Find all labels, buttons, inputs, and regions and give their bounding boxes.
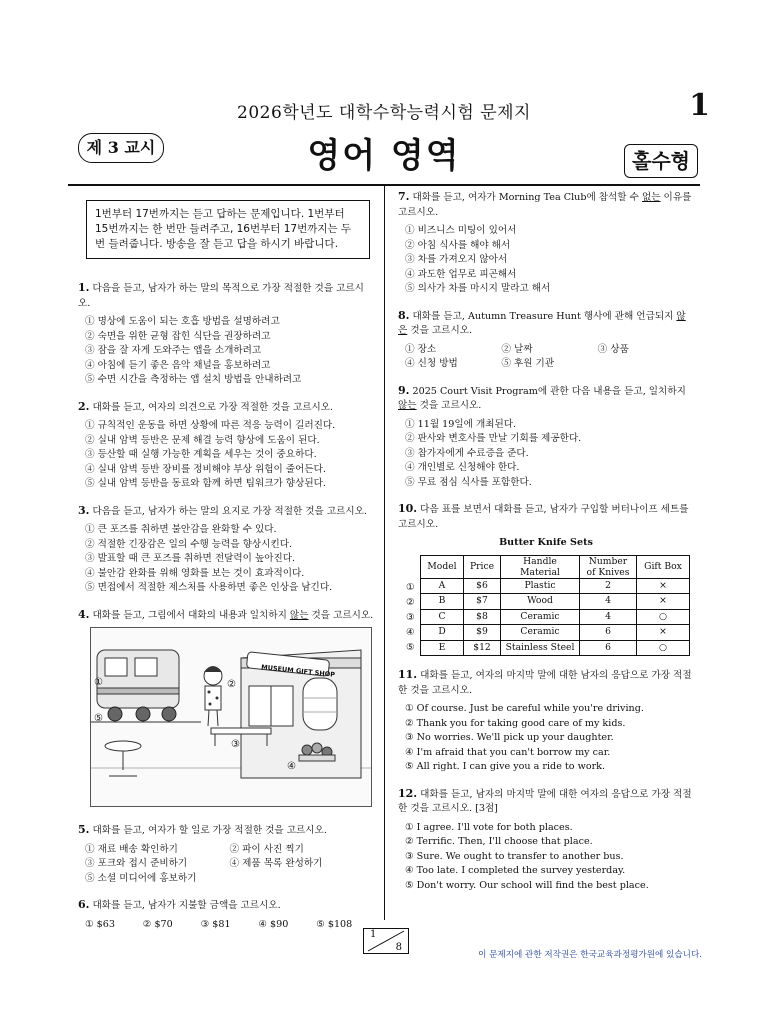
period-badge: 제 3 교시 [78,133,164,163]
option[interactable]: ④ 아침에 듣기 좋은 음악 채널을 홍보하려고 [85,359,271,371]
table-cell: Wood [501,594,580,610]
question-2 [78,400,374,492]
page-number: 1 [689,88,710,123]
stem-text: 2025 Court Visit Program에 관한 다음 내용을 듣고, 일치하지 [412,385,686,397]
question-4 [78,608,374,808]
column-divider [384,186,385,920]
option[interactable]: ⑤ 실내 암벽 등반을 동료와 함께 하면 팀워크가 향상된다. [85,478,326,489]
option[interactable]: ⑤ All right. I can give you a ride to work. [405,761,606,772]
stem-text: 다음 표를 보면서 대화를 듣고, 남자가 구입할 버터나이프 세트를 고르시오. [398,504,689,530]
stem-underline: 않는 [289,609,309,621]
table-cell: $8 [464,609,501,625]
option[interactable]: ① 장소 [405,343,437,355]
option[interactable]: ⑤ Don't worry. Our school will find the best place. [405,879,649,891]
table-cell: B [421,594,464,610]
right-column [398,190,694,905]
option[interactable]: ② 숙면을 위한 균형 잡힌 식단을 권장하려고 [85,330,271,342]
option[interactable]: ④ I'm afraid that you can't borrow my car. [405,746,611,758]
scene-label: ④ [287,761,296,772]
stem-text: 이유를 고르시오. [398,192,692,218]
question-stem [78,281,374,311]
question-10 [398,502,694,656]
option[interactable]: ① 명상에 도움이 되는 호흡 방법을 설명하려고 [85,316,280,327]
stem-text: 다음을 듣고, 남자가 하는 말의 요지로 가장 적절한 것을 고르시오. [92,505,367,517]
stem-underline: 않은 [398,310,686,336]
scene-label: ⑤ [94,713,103,724]
gift-shop-illustration [90,627,372,807]
option[interactable]: ③ 등산할 때 실행 가능한 계획을 세우는 것이 중요하다. [85,449,317,460]
table-cell: 6 [580,625,637,641]
question-3 [78,504,374,596]
option-row [398,357,694,372]
stem-text: 대화를 듣고, 그림에서 대화의 내용과 일치하지 [92,609,290,621]
option[interactable]: ⑤ 면접에서 적절한 제스처를 사용하면 좋은 인상을 남긴다. [85,582,333,593]
table-cell: $12 [464,640,501,656]
question-number: 11. [398,668,418,681]
question-number: 7. [398,190,410,203]
option[interactable]: ⑤ 소셜 미디어에 홍보하기 [85,872,197,884]
page-indicator [363,928,409,954]
option[interactable]: ① 규칙적인 운동을 하면 상황에 따른 적응 능력이 길러진다. [85,420,336,431]
row-mark: ② [406,596,415,608]
question-number: 4. [78,607,90,621]
table-cell: ○ [637,609,690,625]
page-total: 8 [395,942,402,953]
option[interactable]: ④ 개인별로 신청해야 한다. [405,462,520,473]
question-stem [78,400,374,416]
table-cell: E [421,640,464,656]
option[interactable]: ① 11월 19일에 개최된다. [405,418,517,430]
option[interactable]: ③ 참가자에게 수료증을 준다. [405,447,529,459]
option[interactable]: ④ 불안감 완화를 위해 영화를 보는 것이 효과적이다. [85,567,305,579]
option[interactable]: ② 파이 사진 찍기 [229,843,304,855]
subject-title: 영어 영역 [307,136,461,176]
table-cell: 2 [580,578,637,594]
question-stem [78,823,374,839]
question-12 [398,787,694,894]
question-stem [78,898,374,914]
question-number: 8. [398,308,410,322]
question-stem [78,608,374,624]
option[interactable]: ③ Sure. We ought to transfer to another bus. [405,850,624,862]
left-column [78,190,377,944]
question-number: 10. [398,502,418,515]
option[interactable]: ③ 발표할 때 큰 포즈를 취하면 전달력이 높아진다. [85,553,296,564]
option[interactable]: ① 큰 포즈를 취하면 불안감을 완화할 수 있다. [85,524,277,535]
option[interactable]: ⑤ $108 [316,918,353,930]
table-body [421,578,690,656]
stem-text: 것을 고르시오. [308,609,374,621]
column-header: Price [464,555,501,578]
question-number: 6. [78,898,90,911]
table-cell: A [421,578,464,594]
stem-text: 대화를 듣고, Autumn Treasure Hunt 행사에 관해 언급되지 [412,310,677,322]
question-number: 5. [78,823,90,836]
table-cell: 6 [580,640,637,656]
question-stem [398,190,694,220]
option[interactable]: ② 적절한 긴장감은 일의 수행 능력을 향상시킨다. [85,538,293,550]
listening-notice: 1번부터 17번까지는 듣고 답하는 문제입니다. 1번부터 15번까지는 한 번만 들려주고, 16번부터 17번까지는 두 번 들려줍니다. 방송을 잘 듣고 답을 하시기 바랍니다. [86,200,370,259]
column-header: Handle Material [501,555,580,578]
table-cell: × [637,578,690,594]
option[interactable]: ④ $90 [258,918,289,930]
stem-text: 대화를 듣고, 여자의 마지막 말에 대한 남자의 응답으로 가장 적절한 것을 고르시오. [398,670,692,696]
table-row[interactable] [421,578,690,594]
table-cell: Ceramic [501,609,580,625]
question-stem [398,787,694,817]
option[interactable]: ② Thank you for taking good care of my kids. [405,717,626,729]
option[interactable]: ② Terrific. Then, I'll choose that place. [405,836,593,847]
question-stem [78,504,374,520]
table-wrapper [398,555,694,657]
scene-label: ③ [231,739,240,750]
stem-text: 대화를 듣고, 여자가 Morning Tea Club에 참석할 수 [412,192,642,203]
gift-shop-sign: MUSEUM GIFT SHOP [260,663,336,679]
option[interactable]: ③ No worries. We'll pick up your daughter. [405,732,614,743]
stem-underline: 않는 [398,400,417,411]
table-row[interactable] [421,625,690,641]
stem-text: 대화를 듣고, 여자가 할 일로 가장 적절한 것을 고르시오. [92,825,327,836]
table-cell: Stainless Steel [501,640,580,656]
stem-text: 것을 고르시오. [407,325,473,336]
stem-text: 다음을 듣고, 남자가 하는 말의 목적으로 가장 적절한 것을 고르시오. [78,283,364,309]
table-cell: Ceramic [501,625,580,641]
question-number: 9. [398,383,410,397]
table-row[interactable] [421,609,690,625]
option[interactable]: ① I agree. I'll vote for both places. [405,821,573,833]
option[interactable]: ① 재료 배송 확인하기 [85,843,178,855]
table-cell: C [421,609,464,625]
option-row [78,918,374,933]
option[interactable]: ⑤ 무료 점심 식사를 포함한다. [405,476,532,488]
page-current: 1 [370,929,377,940]
option[interactable]: ⑤ 후원 기관 [501,358,555,369]
question-11 [398,668,694,775]
question-stem [398,668,694,698]
row-mark: ③ [406,611,415,623]
table-title: Butter Knife Sets [499,537,593,548]
option[interactable]: ③ 차를 가져오지 않아서 [405,254,508,265]
option[interactable]: ③ 상품 [597,343,629,355]
option[interactable]: ④ 제품 목록 완성하기 [229,858,323,869]
option[interactable]: ③ 잠을 잘 자게 도와주는 앱을 소개하려고 [85,345,262,356]
table-cell: × [637,594,690,610]
form-type-badge: 홀수형 [624,144,698,178]
copyright-notice: 이 문제지에 관한 저작권은 한국교육과정평가원에 있습니다. [478,950,702,960]
option[interactable]: ③ 포크와 접시 준비하기 [85,858,188,869]
question-6 [78,898,374,932]
option[interactable]: ② 아침 식사를 해야 해서 [405,239,511,251]
table-cell: ○ [637,640,690,656]
option-row [78,843,374,858]
stem-text: 대화를 듣고, 남자가 지불할 금액을 고르시오. [92,900,281,911]
row-mark: ① [406,581,415,593]
option[interactable]: ④ Too late. I completed the survey yesterday. [405,865,626,876]
option[interactable]: ② $70 [142,918,173,930]
exam-title: 2026학년도 대학수학능력시험 문제지 [237,103,531,123]
column-header: Number of Knives [580,555,637,578]
table-cell: × [637,625,690,641]
question-number: 12. [398,786,418,800]
question-8 [398,309,694,372]
table-cell: Plastic [501,578,580,594]
stem-text: 것을 고르시오. [416,400,482,411]
scene-label: ② [227,679,236,690]
question-stem [398,502,694,532]
option[interactable]: ⑤ 의사가 차를 마시지 말라고 해서 [405,283,551,294]
table-cell: $7 [464,594,501,610]
row-mark: ④ [406,626,415,638]
option[interactable]: ① Of course. Just be careful while you're driving. [405,703,644,714]
table-row[interactable] [421,594,690,610]
stem-text: 대화를 듣고, 여자의 의견으로 가장 적절한 것을 고르시오. [92,401,334,413]
question-stem [398,309,694,339]
stem-text: 대화를 듣고, 남자의 마지막 말에 대한 여자의 응답으로 가장 적절한 것을 고르시오. [3점] [398,788,692,814]
column-header: Model [421,555,464,578]
column-header: Gift Box [637,555,690,578]
option[interactable]: ② 날짜 [501,343,533,355]
row-mark: ⑤ [406,641,415,653]
question-9 [398,384,694,491]
scene-label: ① [94,677,103,688]
table-header-row [421,555,690,578]
question-number: 3. [78,503,90,517]
option[interactable]: ④ 신청 방법 [405,358,458,369]
table-cell: $9 [464,625,501,641]
question-5 [78,823,374,886]
question-stem [398,384,694,414]
option[interactable]: ② 실내 암벽 등반은 문제 해결 능력 향상에 도움이 된다. [85,434,320,446]
option[interactable]: ⑤ 수면 시간을 측정하는 앱 설치 방법을 안내하려고 [85,374,302,385]
option[interactable]: ③ $81 [200,918,231,930]
question-number: 2. [78,399,90,413]
question-7 [398,190,694,297]
option[interactable]: ② 판사와 변호사를 만날 기회를 제공한다. [405,433,582,444]
option-row [398,343,694,358]
table-cell: $6 [464,578,501,594]
scene-drawing [91,628,371,806]
stem-underline: 없는 [641,192,661,203]
question-1 [78,281,374,388]
option[interactable]: ④ 실내 암벽 등반 장비를 정비해야 부상 위험이 줄어든다. [85,463,326,475]
option-row [78,857,374,872]
option[interactable]: ① $63 [85,918,115,930]
table-cell: 4 [580,609,637,625]
option[interactable]: ④ 과도한 업무로 피곤해서 [405,268,517,280]
butter-knife-table [420,555,690,657]
option[interactable]: ① 비즈니스 미팅이 있어서 [405,225,517,236]
question-number: 1. [78,281,90,294]
table-row[interactable] [421,640,690,656]
table-cell: D [421,625,464,641]
table-cell: 4 [580,594,637,610]
